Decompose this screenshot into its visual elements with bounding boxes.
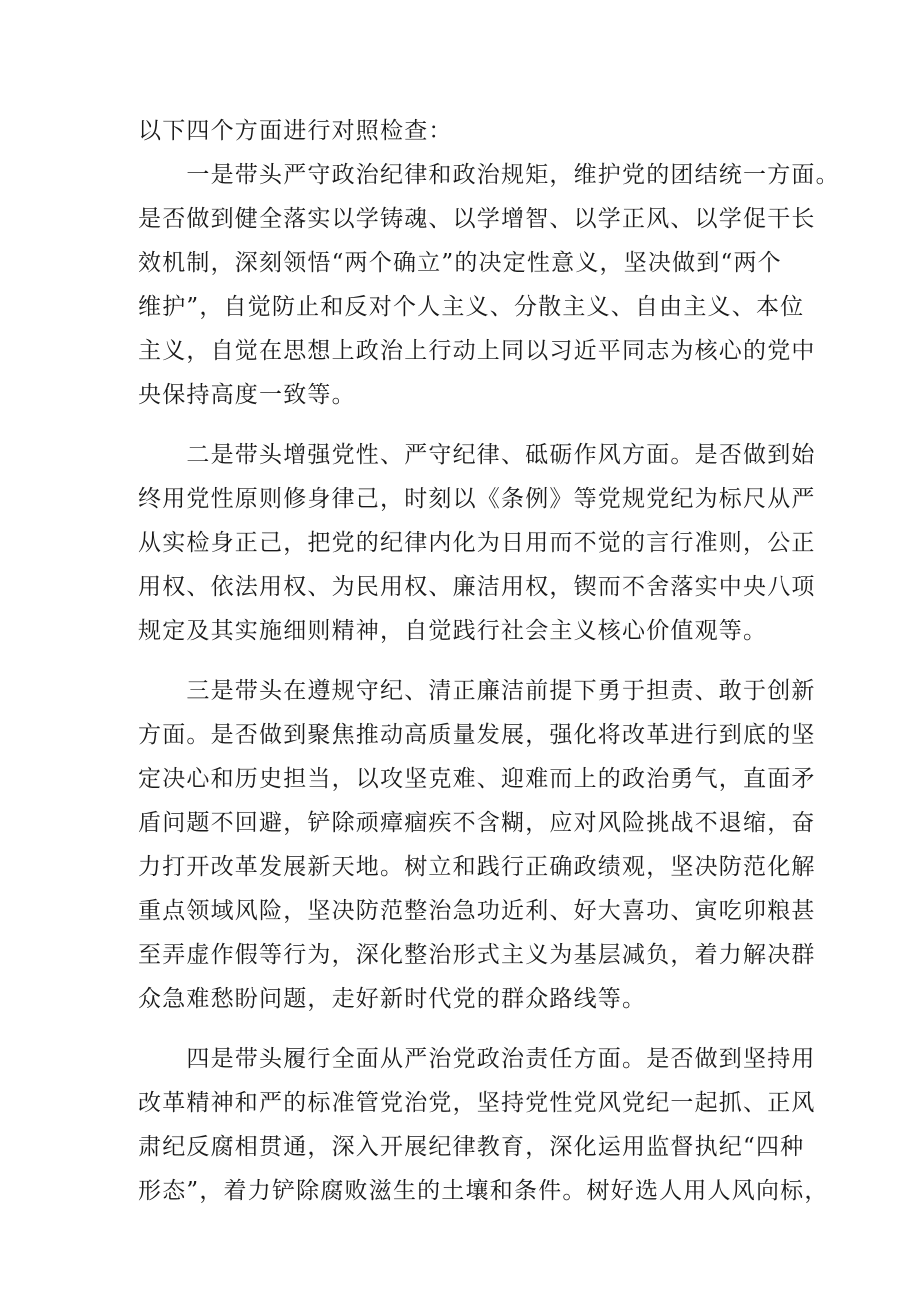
paragraph-line: 力打开改革发展新天地。树立和践行正确政绩观，坚决防范化解	[138, 854, 816, 880]
paragraph-line: 重点领域风险，坚决防范整治急功近利、好大喜功、寅吃卯粮甚	[138, 898, 816, 924]
paragraph-line: 维护”，自觉防止和反对个人主义、分散主义、自由主义、本位	[138, 294, 805, 320]
paragraph-line: 众急难愁盼问题，走好新时代党的群众路线等。	[138, 986, 647, 1012]
document-body	[138, 109, 840, 1213]
paragraph-spacer	[138, 1021, 814, 1037]
paragraph-line: 央保持高度一致等。	[138, 382, 356, 408]
paragraph-line: 方面。是否做到聚焦推动高质量发展，强化将改革进行到底的坚	[138, 722, 816, 748]
paragraph-line: 肃纪反腐相贯通，深入开展纪律教育，深化运用监督执纪“四种	[138, 1134, 805, 1160]
paragraph-3	[138, 669, 814, 1021]
paragraph-line: 盾问题不回避，铲除顽瘴痼疾不含糊，应对风险挑战不退缩，奋	[138, 810, 816, 836]
paragraph-line: 定决心和历史担当，以攻坚克难、迎难而上的政治勇气，直面矛	[138, 766, 816, 792]
paragraph-line: 规定及其实施细则精神，自觉践行社会主义核心价值观等。	[138, 618, 768, 644]
paragraph-line: 四是带头履行全面从严治党政治责任方面。是否做到坚持用	[138, 1046, 816, 1072]
paragraph-spacer	[138, 417, 814, 433]
paragraph-line: 二是带头增强党性、严守纪律、砥砺作风方面。是否做到始	[138, 442, 816, 468]
paragraph-line: 是否做到健全落实以学铸魂、以学增智、以学正风、以学促干长	[138, 206, 816, 232]
paragraph-line: 终用党性原则修身律己，时刻以《条例》等党规党纪为标尺从严	[138, 486, 816, 512]
paragraph-line: 从实检身正己，把党的纪律内化为日用而不觉的言行准则，公正	[138, 530, 816, 556]
paragraph-line: 三是带头在遵规守纪、清正廉洁前提下勇于担责、敢于创新	[138, 678, 816, 704]
paragraph-4	[138, 1037, 829, 1213]
paragraph-line: 形态”，着力铲除腐败滋生的土壤和条件。树好选人用人风向标，	[138, 1178, 829, 1204]
paragraph-line: 主义，自觉在思想上政治上行动上同以习近平同志为核心的党中	[138, 338, 816, 364]
paragraph-2	[138, 433, 814, 653]
paragraph-spacer	[138, 653, 814, 669]
paragraph-line: 至弄虚作假等行为，深化整治形式主义为基层减负，着力解决群	[138, 942, 816, 968]
paragraph-line: 效机制，深刻领悟“两个确立”的决定性意义，坚决做到“两个	[138, 250, 782, 276]
paragraph-line: 一是带头严守政治纪律和政治规矩，维护党的团结统一方面。	[138, 162, 840, 188]
paragraph-1	[138, 153, 840, 417]
intro-line: 以下四个方面进行对照检查：	[138, 118, 453, 144]
paragraph-line: 用权、依法用权、为民用权、廉洁用权，锲而不舍落实中央八项	[138, 574, 816, 600]
paragraph-line: 改革精神和严的标准管党治党，坚持党性党风党纪一起抓、正风	[138, 1090, 816, 1116]
